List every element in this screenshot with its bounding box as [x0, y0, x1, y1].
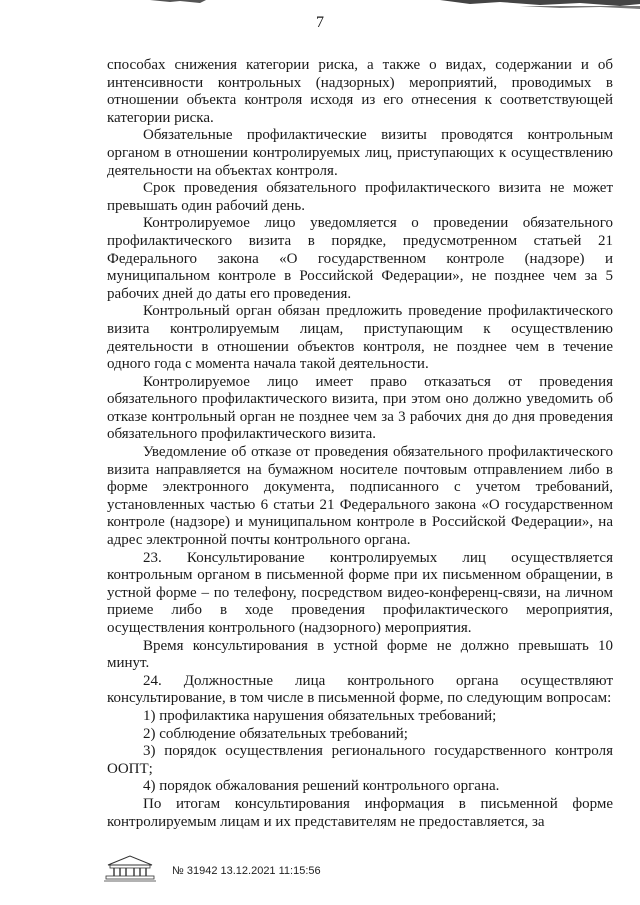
- paragraph: Уведомление об отказе от проведения обязательного профилактического визита направляется на бумажном носителе почтовым отправлением либо в форме электронного документа, подписанного с учетом требований, установленных частью 6 статьи 21 Федерального закона «О государственном контроле (надзоре) и муниципальном контроле в Российской Федерации», на адрес электронной почты контрольного органа.: [107, 444, 613, 549]
- paragraph: способах снижения категории риска, а также о видах, содержании и об интенсивности контрольных (надзорных) мероприятий, проводимых в отношении объекта контроля исходя из его отнесения к соответствующей категории риска.: [107, 57, 613, 126]
- registration-number: № 31942 13.12.2021 11:15:56: [172, 865, 321, 877]
- scan-edge-artifact: [0, 0, 640, 14]
- clause-24: 24. Должностные лица контрольного органа осуществляют консультирование, в том числе в письменной форме, по следующим вопросам:: [107, 672, 613, 707]
- paragraph: Обязательные профилактические визиты проводятся контрольным органом в отношении контролируемых лиц, приступающих к осуществлению деятельности на объектах контроля.: [107, 127, 613, 179]
- paragraph: Контрольный орган обязан предложить проведение профилактического визита контролируемым лицам, приступающим к осуществлению деятельности в отношении объектов контроля, не позднее чем в течение одного года с момента начала такой деятельности.: [107, 303, 613, 373]
- clause-23: 23. Консультирование контролируемых лиц осуществляется контрольным органом в письменной форме при их письменном обращении, в устной форме – по телефону, посредством видео-конференц-связи, на личном приеме либо в ходе проведения профилактического мероприятия, осуществления контрольного (надзорного) мероприятия.: [107, 549, 613, 636]
- list-item: 1) профилактика нарушения обязательных требований;: [143, 707, 497, 724]
- paragraph: По итогам консультирования информация в письменной форме контролируемым лицам и их представителям не предоставляется, за: [107, 795, 613, 830]
- paragraph: Контролируемое лицо уведомляется о проведении обязательного профилактического визита в порядке, предусмотренном статьей 21 Федерального закона «О государственном контроле (надзоре) и муниципальном контроле в Российской Федерации», не позднее чем за 5 рабочих дней до даты его проведения.: [107, 215, 613, 302]
- document-footer: [100, 853, 400, 889]
- registry-stamp-icon: [100, 853, 160, 883]
- paragraph: Время консультирования в устной форме не должно превышать 10 минут.: [107, 637, 613, 672]
- document-body: [107, 57, 613, 831]
- paragraph: Срок проведения обязательного профилактического визита не может превышать один рабочий день.: [107, 180, 613, 214]
- list-item: 2) соблюдение обязательных требований;: [143, 725, 408, 742]
- paragraph: Контролируемое лицо имеет право отказаться от проведения обязательного профилактического визита, при этом оно должно уведомить об отказе контрольный орган не позднее чем за 3 рабочих дня до дня проведения обязательного профилактического визита.: [107, 373, 613, 443]
- page-number: 7: [316, 14, 324, 31]
- list-item: 4) порядок обжалования решений контрольного органа.: [143, 778, 500, 795]
- list-item: 3) порядок осуществления регионального государственного контроля ООПТ;: [107, 743, 613, 777]
